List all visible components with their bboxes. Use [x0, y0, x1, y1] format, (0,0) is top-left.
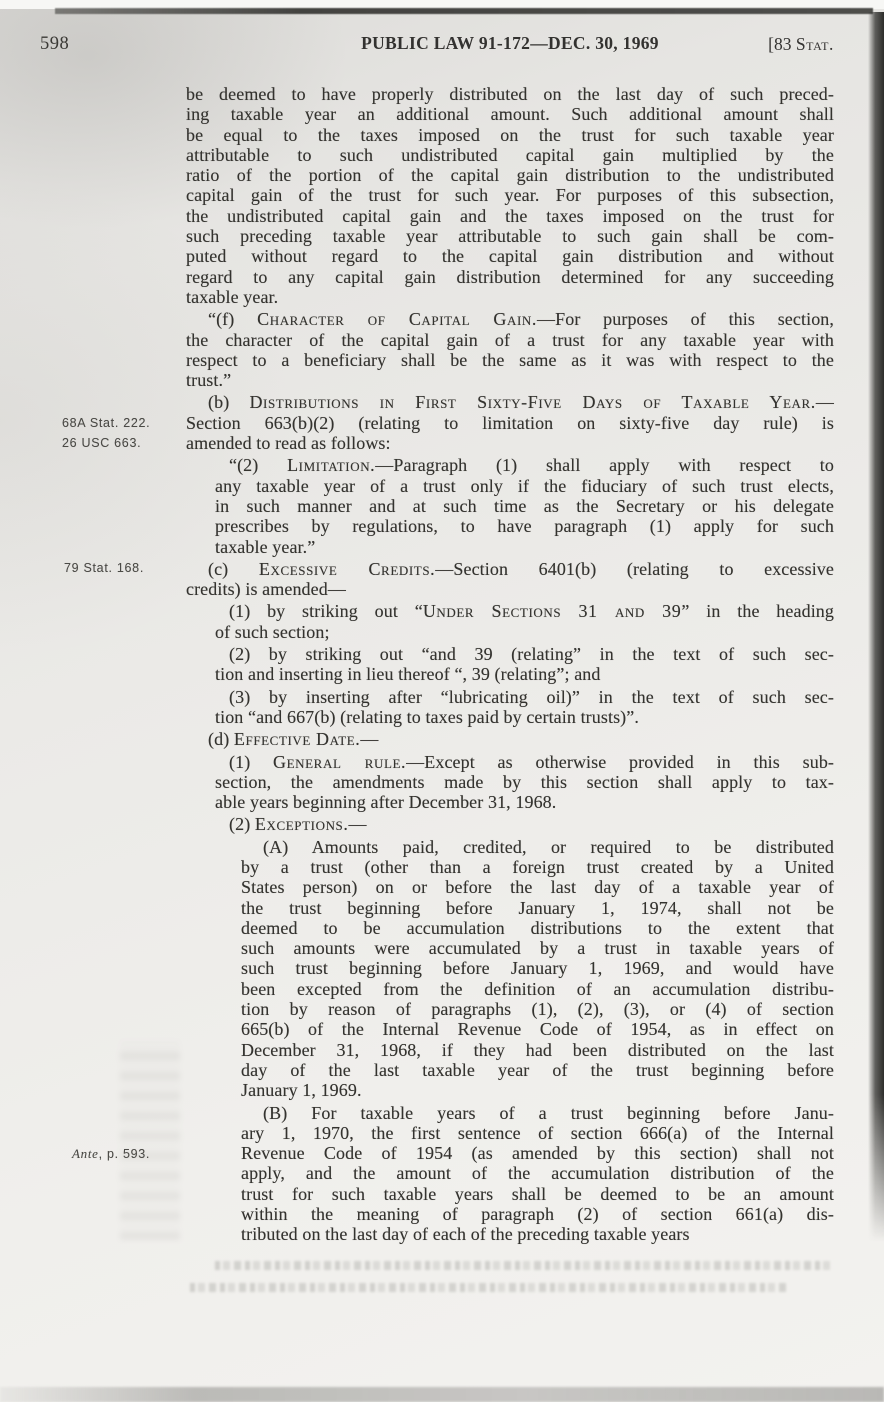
- text-line: such trust beginning before January 1, 1969, and would have: [241, 958, 834, 979]
- text-line: respect to a beneficiary shall be the same as it was with respect to the: [186, 349, 834, 370]
- text-line: ing taxable year an additional amount. Such additional amount shall: [186, 104, 834, 125]
- item-c-1: [186, 601, 834, 642]
- text-line: tributed on the last day of each of the preceding taxable years: [241, 1224, 690, 1245]
- paragraph-continuation: [186, 84, 834, 307]
- text-line: be equal to the taxes imposed on the trust for such taxable year: [186, 124, 834, 145]
- text-line: (b) Distributions in First Sixty-Five Days of Taxable Year.—: [208, 392, 834, 413]
- text-line: (c) Excessive Credits.—Section 6401(b) (relating to excessive: [208, 558, 834, 579]
- statute-text: [186, 84, 834, 1247]
- text-line: taxable year.: [186, 286, 279, 307]
- scan-top-edge-shadow: [55, 8, 873, 14]
- scan-bottom-edge-shadow: [0, 1387, 884, 1402]
- text-line: (d) Effective Date.—: [208, 729, 379, 750]
- text-line: regard to any capital gain distribution determined for any succeeding: [186, 266, 834, 287]
- text-line: section, the amendments made by this section shall apply to tax-: [215, 771, 834, 792]
- text-line: deemed to be accumulation distributions to the extent that: [241, 917, 834, 938]
- text-line: been excepted from the definition of an accumulation distribu-: [241, 978, 834, 999]
- text-line: (A) Amounts paid, credited, or required to be distributed: [263, 836, 834, 857]
- text-line: (1) by striking out “Under Sections 31 and 39” in the heading: [229, 601, 834, 622]
- running-header-title: PUBLIC LAW 91-172—DEC. 30, 1969: [361, 33, 659, 53]
- text-line: December 31, 1968, if they had been distributed on the last: [241, 1039, 834, 1060]
- text-line: be deemed to have properly distributed on the last day of such preced-: [186, 84, 834, 104]
- text-line: in such manner and at such time as the Secretary or his delegate: [215, 495, 834, 516]
- text-line: (2) Exceptions.—: [229, 814, 367, 835]
- text-line: credits) is amended—: [186, 579, 346, 600]
- scan-right-edge-shadow: [868, 12, 884, 1242]
- item-d-1: [186, 752, 834, 813]
- text-line: States person) on or before the last day of a taxable year of: [241, 877, 834, 898]
- text-line: tion and inserting in lieu thereof “, 39 (relating”; and: [215, 664, 601, 685]
- text-line: within the meaning of paragraph (2) of section 661(a) dis-: [241, 1204, 834, 1225]
- text-line: ary 1, 1970, the first sentence of section 666(a) of the Internal: [241, 1122, 834, 1143]
- text-line: day of the last taxable year of the trust beginning before: [241, 1059, 834, 1080]
- subsection-f: [186, 309, 834, 390]
- item-d-2: [186, 814, 834, 834]
- text-line: Revenue Code of 1954 (as amended by this section) shall not: [241, 1143, 834, 1164]
- text-line: (B) For taxable years of a trust beginning before Janu-: [263, 1102, 834, 1123]
- text-line: by a trust (other than a foreign trust created by a United: [241, 856, 834, 877]
- text-line: trust.”: [186, 370, 232, 391]
- quoted-paragraph-2-limitation: [186, 455, 834, 556]
- text-line: tion “and 667(b) (relating to taxes paid by certain trusts)”.: [215, 706, 639, 727]
- item-d-2-A: [186, 837, 834, 1101]
- text-line: (1) General rule.—Except as otherwise provided in this sub-: [229, 751, 835, 772]
- text-line: the character of the capital gain of a trust for any taxable year with: [186, 329, 834, 350]
- text-line: ratio of the portion of the capital gain distribution to the undistributed: [186, 165, 834, 186]
- text-line: taxable year.”: [215, 536, 316, 557]
- text-line: (2) by striking out “and 39 (relating” in the text of such sec-: [229, 644, 834, 665]
- text-line: Section 663(b)(2) (relating to limitation on sixty-five day rule) is: [186, 412, 834, 433]
- stat-label: Stat.: [795, 34, 834, 54]
- text-line: “(f) Character of Capital Gain.—For purposes of this section,: [208, 309, 834, 330]
- text-line: puted without regard to the capital gain distribution and without: [186, 246, 834, 267]
- text-line: (3) by inserting after “lubricating oil)” in the text of such sec-: [229, 686, 834, 707]
- bleed-through-smudge: [120, 1040, 180, 1240]
- text-line: 665(b) of the Internal Revenue Code of 1954, as in effect on: [241, 1019, 834, 1040]
- bleed-through-line: [215, 1261, 830, 1270]
- text-line: amended to read as follows:: [186, 433, 391, 454]
- subsection-c: [186, 559, 834, 600]
- margin-note: Ante, p. 593.: [72, 1146, 151, 1161]
- text-line: any taxable year of a trust only if the fiduciary of such trust elects,: [215, 475, 834, 496]
- text-line: tion by reason of paragraphs (1), (2), (3), or (4) of section: [241, 999, 834, 1020]
- text-line: January 1, 1969.: [241, 1080, 362, 1101]
- text-line: the undistributed capital gain and the taxes imposed on the trust for: [186, 205, 834, 226]
- item-c-3: [186, 687, 834, 728]
- text-line: “(2) Limitation.—Paragraph (1) shall apply with respect to: [229, 455, 834, 476]
- text-line: attributable to such undistributed capital gain multiplied by the: [186, 144, 834, 165]
- item-d-2-B: [186, 1103, 834, 1245]
- text-line: such amounts were accumulated by a trust in taxable years of: [241, 938, 834, 959]
- statutes-at-large-citation: [186, 34, 834, 55]
- subsection-d: [186, 729, 834, 749]
- text-line: trust for such taxable years shall be deemed to be an amount: [241, 1183, 834, 1204]
- bleed-through-line: [190, 1283, 790, 1292]
- margin-note: 79 Stat. 168.: [64, 561, 144, 575]
- text-line: such preceding taxable year attributable to such gain shall be com-: [186, 226, 834, 247]
- text-line: the trust beginning before January 1, 1974, shall not be: [241, 897, 834, 918]
- text-line: capital gain of the trust for such year. For purposes of this subsection,: [186, 185, 834, 206]
- subsection-b: [186, 392, 834, 453]
- margin-note: 68A Stat. 222. 26 USC 663.: [62, 416, 151, 450]
- text-line: of such section;: [215, 621, 330, 642]
- page-number: 598: [40, 34, 70, 54]
- text-line: prescribes by regulations, to have paragraph (1) apply for such: [215, 516, 834, 537]
- text-line: able years beginning after December 31, 1968.: [215, 792, 557, 813]
- item-c-2: [186, 644, 834, 685]
- stat-prefix: [83: [768, 34, 796, 54]
- text-line: apply, and the amount of the accumulation distribution of the: [241, 1163, 834, 1184]
